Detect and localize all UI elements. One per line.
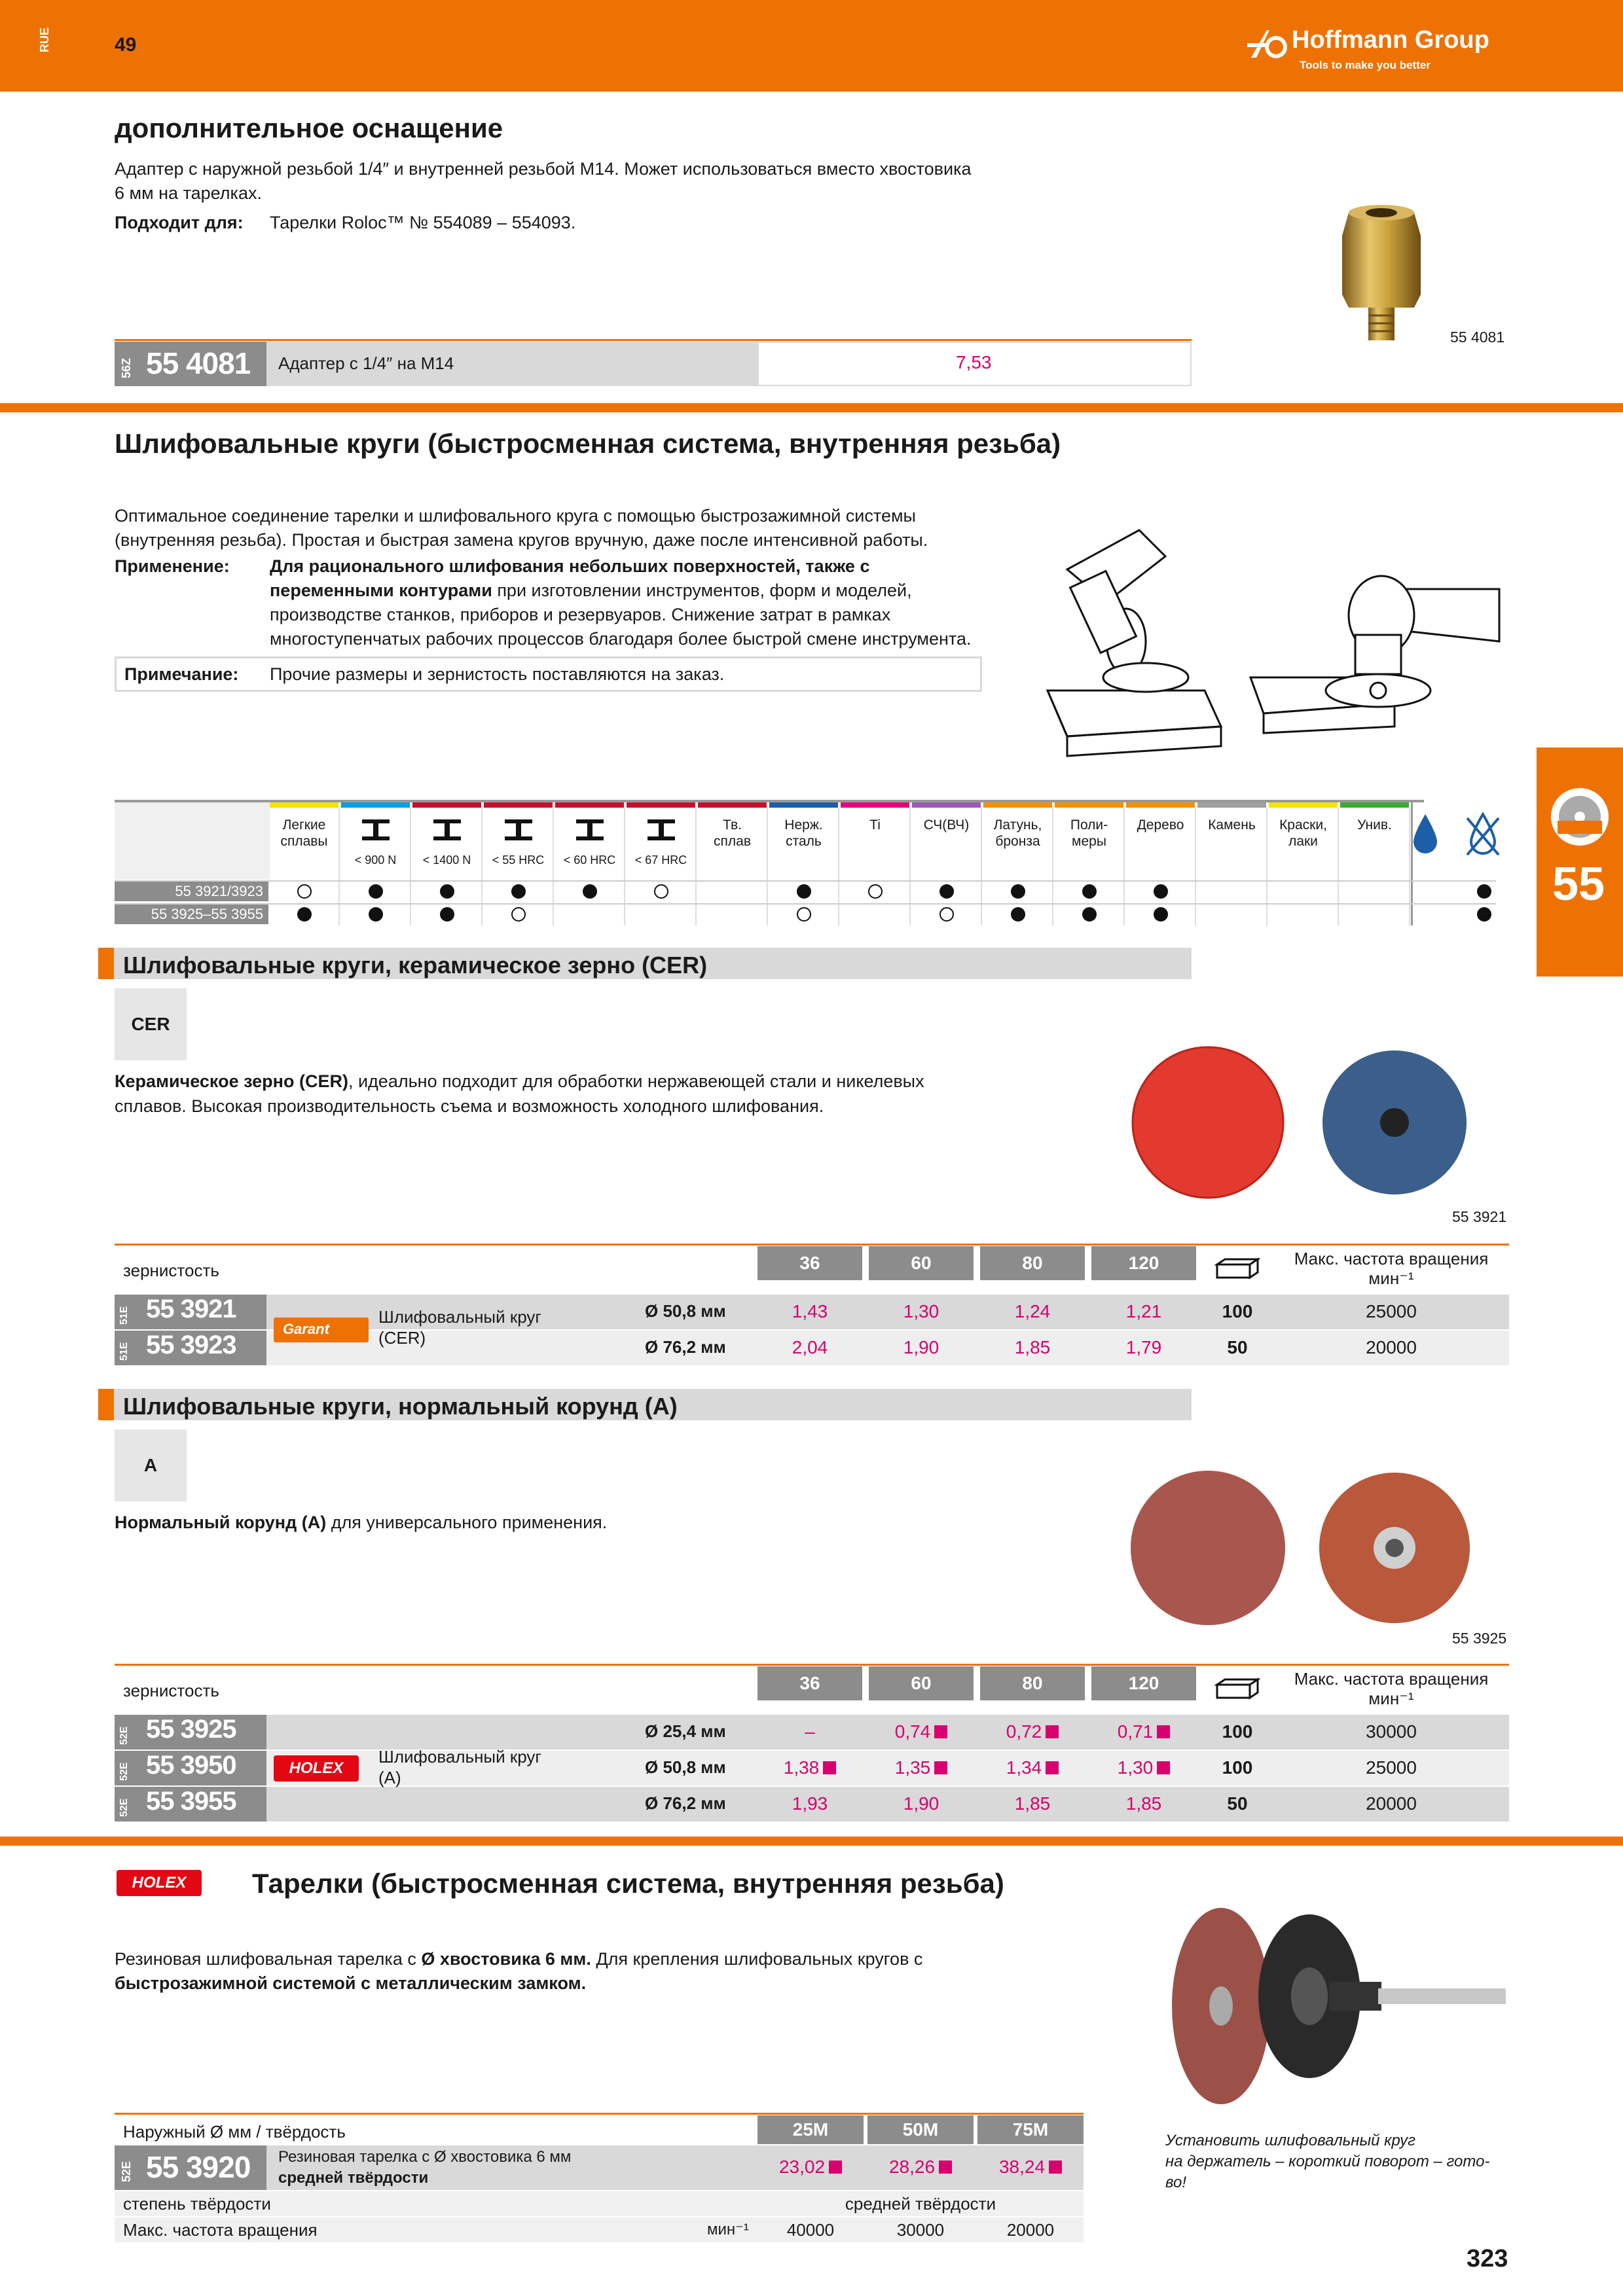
plates-name1: Резиновая тарелка с Ø хвостовика 6 мм xyxy=(278,2148,572,2166)
article-box xyxy=(115,1787,266,1821)
material-header-line3: < 55 HRC xyxy=(492,853,545,867)
max-rpm: 25000 xyxy=(1366,1301,1417,1321)
material-col-sep xyxy=(909,808,911,925)
grit-price xyxy=(757,1337,862,1358)
garant-logo-text: Garant xyxy=(283,1321,329,1337)
hoffmann-logo xyxy=(1247,25,1509,77)
price-value: 2,04 xyxy=(792,1337,828,1357)
plates-article-box xyxy=(115,2145,266,2190)
material-header-line1: Латунь, xyxy=(993,817,1042,833)
cer-rpm-head1: Макс. частота вращения xyxy=(1294,1249,1489,1268)
stock-square-icon xyxy=(1157,1761,1170,1774)
plate-price xyxy=(977,2157,1084,2178)
suitable-dot xyxy=(1154,884,1168,899)
plates-article: 55 3920 xyxy=(146,2150,251,2184)
grit-price xyxy=(757,1301,862,1322)
stock-square-icon xyxy=(1157,1725,1170,1738)
adapter-price: 7,53 xyxy=(956,352,992,372)
max-rpm: 25000 xyxy=(1366,1757,1417,1778)
suitable-dot xyxy=(440,884,454,899)
grit-header: 80 xyxy=(980,1666,1085,1700)
conditional-dot xyxy=(297,884,312,899)
cer-desc-bold: Керамическое зерно (CER) xyxy=(115,1071,348,1091)
chapter-tab-number: 55 xyxy=(1552,858,1605,910)
suitable-dot xyxy=(1082,907,1097,922)
diameter: Ø 50,8 мм xyxy=(645,1757,726,1777)
diameter: Ø 76,2 мм xyxy=(645,1793,726,1813)
a-product-name2: (A) xyxy=(378,1768,401,1787)
price-value: 1,85 xyxy=(1014,1337,1051,1357)
material-column-header xyxy=(1197,817,1266,833)
diameter: Ø 50,8 мм xyxy=(645,1301,726,1321)
a-section-title: Шлифовальные круги, нормальный корунд (A) xyxy=(98,1389,1192,1420)
grit-price xyxy=(757,1757,862,1778)
price-value: 0,74 xyxy=(894,1721,931,1742)
material-col-sep xyxy=(1052,808,1053,925)
grit-price xyxy=(980,1337,1085,1358)
plate-price xyxy=(757,2157,864,2178)
grit-price xyxy=(757,1793,862,1814)
adapter-title: дополнительное оснащение xyxy=(115,113,503,143)
a-badge: A xyxy=(115,1429,187,1501)
grit-price xyxy=(869,1793,974,1814)
material-column-header xyxy=(841,817,909,833)
material-color-bar xyxy=(698,802,767,808)
suitable-dot xyxy=(369,884,383,899)
price-value: 1,21 xyxy=(1125,1301,1162,1321)
article-number: 55 3925 xyxy=(146,1715,236,1744)
material-header-line1: Краски, xyxy=(1279,817,1327,833)
price-value: 1,85 xyxy=(1125,1793,1162,1814)
plates-code: 52E xyxy=(120,2161,133,2182)
discs-note-label: Примечание: xyxy=(124,664,239,684)
material-header-line2: сплав xyxy=(714,834,751,849)
grit-price xyxy=(1091,1301,1196,1322)
plates-hardness-value: средней твёрдости xyxy=(845,2194,996,2214)
cer-product-name2: (CER) xyxy=(378,1328,426,1348)
article-box xyxy=(115,1331,266,1365)
material-column-header xyxy=(983,817,1052,850)
suitable-dot xyxy=(1154,907,1168,922)
material-column-header xyxy=(1269,817,1338,850)
steel-profile-icon xyxy=(575,818,605,845)
material-header-line1: Камень xyxy=(1208,817,1256,833)
cer-section-title: Шлифовальные круги, керамическое зерно (CER) xyxy=(98,948,1192,979)
catalog-chapter-number: 49 xyxy=(115,34,137,56)
adapter-table-topline xyxy=(115,339,1192,341)
material-col-sep xyxy=(410,808,411,925)
garant-logo xyxy=(274,1318,369,1342)
stock-square-icon xyxy=(1046,1761,1059,1774)
material-color-bar xyxy=(1197,802,1266,808)
article-code: 52E xyxy=(119,1798,130,1817)
cer-section-marker xyxy=(98,948,114,979)
price-value: 1,90 xyxy=(903,1337,939,1357)
plate-size-header: 75M xyxy=(977,2115,1084,2144)
cer-badge: CER xyxy=(115,988,187,1060)
plates-head-label: Наружный Ø мм / твёрдость xyxy=(123,2122,346,2142)
conditional-dot xyxy=(511,907,526,922)
stock-square-icon xyxy=(939,2161,952,2174)
suitable-dot xyxy=(1082,884,1097,899)
grit-header: 60 xyxy=(869,1246,974,1280)
material-column-header xyxy=(698,817,767,850)
material-col-sep xyxy=(1123,808,1125,925)
material-col-sep xyxy=(1266,808,1267,925)
material-color-bar xyxy=(912,802,981,808)
grinder-illustration xyxy=(1041,511,1512,772)
material-header-line2: сталь xyxy=(786,834,822,849)
suitable-dot xyxy=(369,907,383,922)
material-column-header xyxy=(1126,817,1195,833)
conditional-dot xyxy=(654,884,668,899)
a-desc-rest: для универсального применения. xyxy=(326,1513,608,1532)
price-value: 28,26 xyxy=(888,2157,936,2177)
price-value: 1,79 xyxy=(1125,1337,1162,1357)
price-value: 1,30 xyxy=(903,1301,939,1321)
material-header-line3: < 900 N xyxy=(354,853,397,867)
conditional-dot xyxy=(939,907,954,922)
material-col-sep xyxy=(624,808,625,925)
material-header-line3: < 60 HRC xyxy=(563,853,616,867)
material-row-label: 55 3921/3923 xyxy=(115,882,268,901)
suitable-dot xyxy=(939,884,954,899)
coolant-icon xyxy=(1411,812,1440,861)
article-number: 55 3955 xyxy=(146,1787,236,1816)
price-value: 1,90 xyxy=(903,1793,939,1814)
package-icon xyxy=(1214,1677,1260,1704)
article-number: 55 3923 xyxy=(146,1331,236,1359)
discs-use-bold2: переменными контурами xyxy=(270,581,492,600)
material-col-sep xyxy=(1195,808,1196,925)
material-header-line2: бронза xyxy=(995,834,1040,849)
suitable-dot xyxy=(511,884,526,899)
article-code: 51E xyxy=(119,1342,130,1361)
plates-title: Тарелки (быстросменная система, внутренняя резьба) xyxy=(252,1868,1004,1899)
material-col-sep xyxy=(553,808,554,925)
a-desc-bold: Нормальный корунд (A) xyxy=(115,1513,327,1532)
material-row-label: 55 3925–55 3955 xyxy=(115,905,268,924)
grit-price xyxy=(869,1721,974,1742)
grit-price xyxy=(869,1337,974,1358)
steel-profile-icon xyxy=(361,818,391,845)
grit-price xyxy=(980,1721,1085,1742)
diameter: Ø 76,2 мм xyxy=(645,1337,726,1357)
page-number: 323 xyxy=(1467,2245,1508,2272)
plates-rpm-label: Макс. частота вращения xyxy=(123,2220,318,2240)
plates-desc-rest1: Для крепления шлифовальных кругов с xyxy=(591,1949,923,1969)
price-value: 1,85 xyxy=(1014,1793,1051,1814)
grit-price xyxy=(1091,1721,1196,1742)
cer-grit-label: зернистость xyxy=(123,1261,219,1280)
catalog-code: RUE xyxy=(38,27,51,52)
grit-header: 80 xyxy=(980,1246,1085,1280)
adapter-desc-line1: Адаптер с наружной резьбой 1/4″ и внутренней резьбой M14. Может использоваться вместо хвостовика xyxy=(115,159,972,179)
price-value: 0,72 xyxy=(1006,1721,1042,1742)
cer-desc-rest: , идеально подходит для обработки нержавеющей стали и никелевых xyxy=(348,1071,924,1091)
material-row-line xyxy=(115,903,1496,905)
grit-price xyxy=(980,1301,1085,1322)
plate-max-rpm: 20000 xyxy=(1006,2220,1055,2240)
diameter: Ø 25,4 мм xyxy=(645,1721,726,1741)
pack-quantity: 50 xyxy=(1227,1793,1248,1814)
material-column-header xyxy=(912,817,981,833)
price-value: 1,43 xyxy=(792,1301,828,1321)
plates-rpm-unit: мин⁻¹ xyxy=(707,2221,749,2238)
pack-quantity: 100 xyxy=(1222,1301,1253,1321)
stock-square-icon xyxy=(934,1725,947,1738)
price-value: 1,34 xyxy=(1006,1757,1042,1778)
max-rpm: 30000 xyxy=(1366,1721,1417,1742)
steel-profile-icon xyxy=(503,818,534,845)
a-rpm-head1: Макс. частота вращения xyxy=(1294,1669,1489,1689)
material-color-bar xyxy=(769,802,838,808)
plates-hardness-label: степень твёрдости xyxy=(123,2194,271,2214)
brand-tagline: Tools to make you better xyxy=(1300,59,1431,71)
discs-use-rest2: при изготовлении инструментов, форм и моделей, xyxy=(492,581,912,600)
discs-use-line3: производстве станков, приборов и резервуаров. Снижение затрат в рамках xyxy=(270,605,891,624)
cer-rpm-head2: мин⁻¹ xyxy=(1368,1268,1414,1288)
a-discs-image xyxy=(1113,1466,1512,1630)
grit-price xyxy=(757,1721,862,1742)
grit-header: 120 xyxy=(1091,1666,1196,1700)
material-color-bar xyxy=(841,802,909,808)
plates-table-topline xyxy=(115,2113,1084,2115)
suitable-dot xyxy=(1011,884,1025,899)
stock-square-icon xyxy=(934,1761,947,1774)
material-column-header xyxy=(1340,817,1409,833)
section-divider xyxy=(0,403,1623,412)
material-col-sep xyxy=(338,808,340,925)
material-color-bar xyxy=(555,802,624,808)
discs-use-line1: Для рационального шлифования небольших поверхностей, также с xyxy=(270,556,870,576)
price-value: 0,71 xyxy=(1117,1721,1154,1742)
brand-name: Hoffmann Group xyxy=(1292,26,1489,54)
pack-quantity: 100 xyxy=(1222,1721,1253,1742)
plate-size-header: 25M xyxy=(757,2115,864,2144)
section-divider xyxy=(0,1837,1623,1846)
material-color-bar xyxy=(412,802,481,808)
cer-image-caption: 55 3921 xyxy=(1452,1208,1507,1225)
grit-price xyxy=(980,1793,1085,1814)
plates-caption1: Установить шлифовальный круг xyxy=(1165,2132,1415,2149)
stock-square-icon xyxy=(1049,2161,1062,2174)
plates-caption3: во! xyxy=(1165,2174,1187,2191)
material-header-line1: Нерж. xyxy=(784,817,823,833)
material-header-line2: лаки xyxy=(1288,834,1318,849)
price-value: – xyxy=(805,1721,815,1742)
material-header-line2: меры xyxy=(1072,834,1106,849)
stock-square-icon xyxy=(829,2161,842,2174)
material-header-line1: Унив. xyxy=(1357,817,1392,833)
conditional-dot xyxy=(868,884,883,899)
material-header-line1: Дерево xyxy=(1137,817,1184,833)
material-color-bar xyxy=(341,802,410,808)
suitable-dot xyxy=(1477,907,1491,922)
material-col-sep xyxy=(695,808,697,925)
suitable-dot xyxy=(297,907,312,922)
suitable-dot xyxy=(583,884,597,899)
material-column-header xyxy=(270,817,338,850)
hoffmann-logo-icon xyxy=(1247,27,1289,60)
material-header-line2: сплавы xyxy=(280,834,328,849)
article-box xyxy=(115,1715,266,1749)
steel-profile-icon xyxy=(432,818,462,845)
suitable-dot xyxy=(440,907,454,922)
discs-use-line4: многоступенчатых рабочих процессов благодаря более быстрой смене инструмента. xyxy=(270,629,972,649)
a-rpm-head2: мин⁻¹ xyxy=(1368,1689,1414,1708)
adapter-desc-line2: 6 мм на тарелках. xyxy=(115,183,262,203)
plates-desc-bold2: быстрозажимной системой с металлическим замком. xyxy=(115,1973,587,1993)
plates-caption2: на держатель – короткий поворот – гото- xyxy=(1165,2153,1490,2170)
material-table-header-blank xyxy=(115,802,270,880)
plate-size-header: 50M xyxy=(867,2115,974,2144)
material-row-line xyxy=(115,880,1496,882)
article-box xyxy=(115,1295,266,1329)
plate-price xyxy=(867,2157,974,2178)
stock-square-icon xyxy=(1046,1725,1059,1738)
chapter-tab xyxy=(1537,747,1623,977)
plates-desc-pre: Резиновая шлифовальная тарелка с xyxy=(115,1949,422,1969)
material-column-header xyxy=(769,817,838,850)
material-header-line1: Ti xyxy=(869,817,881,833)
price-value: 1,38 xyxy=(783,1757,820,1778)
material-col-sep xyxy=(1338,808,1339,925)
article-box xyxy=(115,1751,266,1785)
article-code: 52E xyxy=(119,1726,130,1745)
grit-header: 60 xyxy=(869,1666,974,1700)
grit-header: 36 xyxy=(757,1666,862,1700)
grit-price xyxy=(1091,1793,1196,1814)
adapter-article: 55 4081 xyxy=(146,346,251,380)
package-icon xyxy=(1214,1257,1260,1283)
adapter-fits-value: Тарелки Roloc™ № 554089 – 554093. xyxy=(270,213,576,232)
adapter-image xyxy=(1336,196,1427,347)
suitable-dot xyxy=(1011,907,1025,922)
a-section-marker xyxy=(98,1389,114,1420)
plates-name2: средней твёрдости xyxy=(278,2169,429,2187)
article-number: 55 3921 xyxy=(146,1295,236,1323)
article-code: 51E xyxy=(119,1306,130,1325)
max-rpm: 20000 xyxy=(1366,1793,1417,1814)
article-number: 55 3950 xyxy=(146,1751,236,1780)
max-rpm: 20000 xyxy=(1366,1337,1417,1357)
adapter-name: Адаптер с 1/4″ на M14 xyxy=(278,353,454,373)
discs-note-value: Прочие размеры и зернистость поставляются на заказ. xyxy=(270,664,725,684)
material-header-line1: Легкие xyxy=(282,817,326,833)
price-value: 1,93 xyxy=(792,1793,828,1814)
discs-title: Шлифовальные круги (быстросменная система, внутренняя резьба) xyxy=(115,428,1061,459)
cer-desc-line2: сплавов. Высокая производительность съема и возможность холодного шлифования. xyxy=(115,1096,824,1116)
material-header-line3: < 1400 N xyxy=(422,853,471,867)
suitable-dot xyxy=(1477,884,1491,899)
material-col-sep xyxy=(481,808,483,925)
material-color-bar xyxy=(270,802,338,808)
a-grit-label: зернистость xyxy=(123,1681,219,1700)
material-header-line3: < 67 HRC xyxy=(634,853,687,867)
adapter-image-caption: 55 4081 xyxy=(1450,329,1505,346)
discs-desc-line2: (внутренняя резьба). Простая и быстрая замена кругов вручную, даже после интенсивной работы. xyxy=(115,530,928,550)
dry-icon xyxy=(1463,812,1503,861)
plates-desc-bold1: Ø хвостовика 6 мм. xyxy=(421,1949,591,1969)
material-header-line1: Поли- xyxy=(1070,817,1108,833)
plates-image xyxy=(1159,1898,1512,2114)
cer-table-topline xyxy=(115,1244,1509,1246)
plates-holex-logo: HOLEX xyxy=(117,1870,202,1896)
pack-quantity: 100 xyxy=(1222,1757,1253,1778)
plate-max-rpm: 40000 xyxy=(786,2220,835,2240)
grit-header: 36 xyxy=(757,1246,862,1280)
grit-price xyxy=(1091,1757,1196,1778)
a-product-name1: Шлифовальный круг xyxy=(378,1747,541,1767)
discs-use-label: Применение: xyxy=(115,556,230,576)
grit-header: 120 xyxy=(1091,1246,1196,1280)
price-value: 1,30 xyxy=(1117,1757,1154,1778)
material-header-line1: СЧ(ВЧ) xyxy=(923,817,970,833)
material-color-bar xyxy=(1340,802,1409,808)
material-color-bar xyxy=(983,802,1052,808)
cer-product-name1: Шлифовальный круг xyxy=(378,1307,541,1327)
suitable-dot xyxy=(797,884,811,899)
stock-square-icon xyxy=(823,1761,836,1774)
material-color-bar xyxy=(627,802,695,808)
conditional-dot xyxy=(797,907,811,922)
grit-price xyxy=(1091,1337,1196,1358)
price-value: 1,35 xyxy=(894,1757,931,1778)
steel-profile-icon xyxy=(646,818,676,845)
material-color-bar xyxy=(484,802,553,808)
discs-desc-line1: Оптимальное соединение тарелки и шлифовального круга с помощью быстрозажимной системы xyxy=(115,506,916,526)
adapter-fits-label: Подходит для: xyxy=(115,213,244,232)
material-color-bar xyxy=(1055,802,1123,808)
material-col-sep xyxy=(838,808,839,925)
holex-logo: HOLEX xyxy=(274,1755,359,1782)
material-col-sep xyxy=(767,808,768,925)
a-image-caption: 55 3925 xyxy=(1452,1630,1507,1647)
material-color-bar xyxy=(1126,802,1195,808)
a-table-topline xyxy=(115,1664,1509,1666)
grit-price xyxy=(980,1757,1085,1778)
price-value: 1,24 xyxy=(1014,1301,1051,1321)
material-header-line1: Тв. xyxy=(723,817,742,833)
material-col-sep xyxy=(981,808,982,925)
material-column-header xyxy=(1055,817,1123,850)
adapter-article-box xyxy=(115,342,266,386)
article-code: 52E xyxy=(119,1762,130,1781)
material-col-sep xyxy=(1409,808,1410,925)
adapter-code: 56Z xyxy=(120,357,133,378)
price-value: 23,02 xyxy=(778,2157,826,2177)
grit-price xyxy=(869,1301,974,1322)
material-table-sep xyxy=(1411,802,1413,925)
material-color-bar xyxy=(1269,802,1338,808)
cer-discs-image xyxy=(1113,1041,1512,1204)
chapter-tab-icon xyxy=(1551,788,1609,846)
grit-price xyxy=(869,1757,974,1778)
plate-max-rpm: 30000 xyxy=(896,2220,945,2240)
pack-quantity: 50 xyxy=(1227,1337,1248,1357)
price-value: 38,24 xyxy=(998,2157,1046,2177)
